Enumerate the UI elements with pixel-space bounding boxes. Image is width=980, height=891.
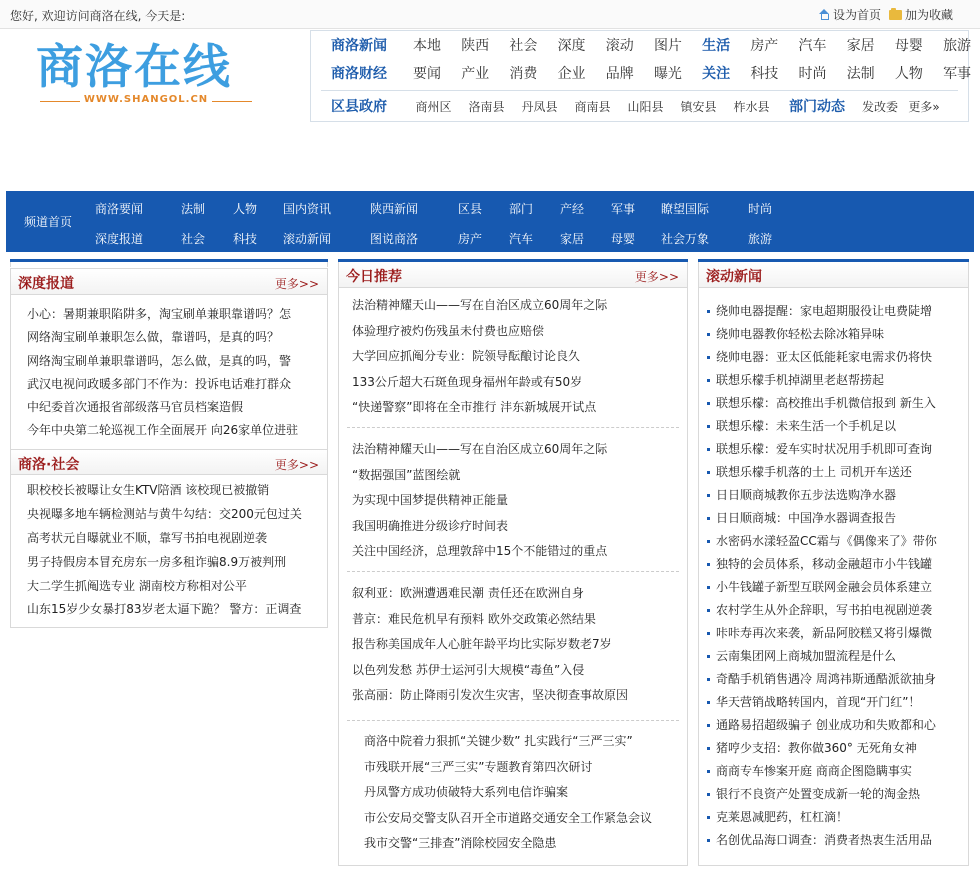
list-item[interactable] — [707, 300, 968, 323]
list-item-text: 普京：难民危机早有预料 欧外交政策必然结果 — [352, 611, 596, 626]
channel-link[interactable]: 深度报道 — [95, 232, 144, 246]
bullet-icon — [707, 333, 710, 336]
list-item-text: 体验理疗被灼伤残虽未付费也应赔偿 — [352, 323, 545, 338]
list-item[interactable] — [352, 319, 687, 345]
list-item[interactable] — [27, 598, 327, 622]
nav-link[interactable]: 科技 — [750, 66, 779, 82]
list-item-text: 联想乐檬：爱车实时状况用手机即可查询 — [716, 442, 933, 456]
nav-link[interactable]: 关注 — [702, 66, 731, 82]
list-item[interactable] — [707, 507, 968, 530]
nav-link[interactable]: 陕西 — [461, 38, 490, 54]
list-item[interactable] — [707, 714, 968, 737]
bullet-icon — [707, 724, 710, 727]
list-item[interactable] — [707, 783, 968, 806]
site-logo[interactable] — [36, 38, 260, 113]
list-item-text: 商洛中院着力狠抓“关键少数” 扎实践行“三严三实” — [364, 734, 633, 748]
list-item[interactable] — [707, 806, 968, 829]
nav-link[interactable]: 军事 — [943, 66, 972, 82]
channel-link[interactable]: 家居 — [560, 232, 585, 246]
list-item-text: 联想乐檬手机掉湖里老赵帮捞起 — [716, 373, 885, 387]
list-item[interactable] — [352, 395, 687, 421]
list-item[interactable] — [352, 437, 687, 463]
list-item-text: 中纪委首次通报省部级落马官员档案造假 — [27, 400, 244, 415]
list-item[interactable] — [352, 632, 687, 658]
list-item-text: 133公斤超大石斑鱼现身福州年龄或有50岁 — [352, 374, 583, 389]
list-item-text: 名创优品海口调查：消费者热衷生活用品 — [716, 833, 933, 847]
left-column — [10, 268, 328, 628]
bullet-icon — [707, 402, 710, 405]
social-header — [11, 449, 327, 475]
top-bar — [0, 0, 980, 29]
bullet-icon — [707, 494, 710, 497]
nav-link[interactable]: 人物 — [894, 66, 923, 82]
divider — [347, 571, 679, 572]
list-item-text: 日日顺商城：中国净水器调查报告 — [716, 511, 897, 525]
nav-link[interactable]: 更多» — [908, 99, 940, 114]
list-item[interactable] — [27, 479, 327, 503]
bullet-icon — [707, 678, 710, 681]
left-top-strip — [10, 259, 328, 267]
nav-link[interactable]: 时尚 — [798, 66, 827, 82]
bullet-icon — [707, 379, 710, 382]
list-item-text: 猪哼少支招：教你做360° 无死角女神 — [716, 741, 917, 755]
bullet-icon — [707, 471, 710, 474]
nav-link[interactable]: 曝光 — [653, 66, 682, 82]
channel-link[interactable]: 商洛要闻 — [95, 202, 144, 216]
bullet-icon — [707, 540, 710, 543]
bullet-icon — [707, 770, 710, 773]
list-item-text: 奇酷手机销售遇冷 周鸿祎斯通酷派欲抽身 — [716, 672, 936, 686]
list-item-text: 大学回应抓阄分专业：院领导酝酿讨论良久 — [352, 349, 581, 364]
list-item-text: 绕帅电器提醒：家电超期服役让电费陡增 — [716, 304, 933, 318]
list-item[interactable] — [364, 755, 687, 781]
list-item-text: 克莱恩减肥药，杠杠滴！ — [716, 810, 849, 824]
list-item[interactable] — [707, 392, 968, 415]
list-item-text: 法治精神耀天山——写在自治区成立60周年之际 — [352, 442, 608, 456]
nav-link[interactable]: 图片 — [653, 38, 682, 54]
nav-link[interactable]: 生活 — [702, 38, 731, 54]
scroll-news-list — [699, 300, 968, 852]
list-item-text: 农村学生从外企辞职，写书拍电视剧逆袭 — [716, 603, 933, 617]
list-item[interactable] — [352, 514, 687, 540]
nav-link[interactable]: 社会 — [509, 38, 538, 54]
list-item[interactable] — [707, 668, 968, 691]
recommend-group-2 — [339, 437, 687, 565]
channel-link[interactable]: 部门 — [509, 202, 534, 216]
category-nav — [310, 30, 972, 122]
channel-link[interactable]: 国内资讯 — [283, 202, 332, 216]
middle-column — [338, 259, 688, 866]
list-item-text: 大二学生抓阄选专业 湖南校方称相对公平 — [27, 578, 247, 593]
bullet-icon — [707, 816, 710, 819]
today-more[interactable]: 更多>> — [634, 270, 679, 284]
recommend-group-3 — [339, 581, 687, 709]
nav-link[interactable]: 品牌 — [605, 66, 634, 82]
list-item[interactable] — [707, 645, 968, 668]
list-item-text: 关注中国经济，总理敦辞中15个不能错过的重点 — [352, 544, 608, 559]
nav-category-county[interactable]: 区县政府 — [331, 99, 387, 115]
bullet-icon — [707, 448, 710, 451]
nav-link[interactable]: 滚动 — [605, 38, 634, 54]
channel-link[interactable]: 图说商洛 — [370, 232, 419, 246]
list-item-text: 叙利亚：欧洲遭遇难民潮 责任还在欧洲自身 — [352, 586, 584, 600]
bullet-icon — [707, 701, 710, 704]
channel-link[interactable]: 社会 — [181, 232, 206, 246]
list-item-text: 市公安局交警支队召开全市道路交通安全工作紧急会议 — [364, 810, 653, 825]
list-item-text: “数据强国”蓝图绘就 — [352, 467, 461, 482]
nav-link[interactable]: 企业 — [557, 66, 586, 82]
list-item[interactable] — [352, 581, 687, 607]
list-item[interactable] — [27, 551, 327, 575]
bullet-icon — [707, 747, 710, 750]
list-item[interactable] — [707, 576, 968, 599]
list-item[interactable] — [352, 683, 687, 709]
recommend-group-1 — [339, 293, 687, 421]
list-item[interactable] — [364, 806, 687, 832]
list-item-text: 网络淘宝刷单兼职怎么做，靠谱吗，是真的吗？ — [27, 330, 280, 345]
list-item-text: 华天营销战略转国内，首现“开门红”！ — [716, 695, 921, 709]
list-item[interactable] — [707, 369, 968, 392]
channel-bar — [6, 191, 974, 252]
list-item-text: 商商专车惨案开庭 商商企图隐瞒事实 — [716, 764, 912, 778]
list-item-text: 水密码水漾轻盈CC霜与《偶像来了》带你 — [716, 534, 937, 548]
list-item-text: 小牛钱罐子新型互联网金融会员体系建立 — [716, 580, 933, 594]
nav-link[interactable]: 消费 — [509, 66, 538, 82]
channel-link[interactable]: 社会万象 — [661, 232, 710, 246]
list-item-text: 央视曝多地车辆检测站与黄牛勾结：交200元包过关 — [27, 506, 302, 521]
list-item-text: 高考状元自曝就业不顺，靠写书拍电视剧逆袭 — [27, 530, 268, 545]
panel-top-bar — [10, 259, 328, 262]
list-item-text: 联想乐檬手机落的士上 司机开车送还 — [716, 465, 912, 479]
channel-link[interactable]: 陕西新闻 — [370, 202, 419, 216]
nav-row-news — [311, 31, 980, 59]
recommend-group-4 — [339, 729, 687, 857]
list-item[interactable] — [707, 346, 968, 369]
nav-category-row1[interactable]: 商洛新闻 — [331, 38, 387, 54]
list-item[interactable] — [707, 530, 968, 553]
nav-link[interactable]: 房产 — [750, 38, 779, 54]
list-item[interactable] — [27, 419, 327, 442]
list-item[interactable] — [707, 323, 968, 346]
folder-star-icon — [889, 10, 902, 20]
bullet-icon — [707, 310, 710, 313]
list-item[interactable] — [707, 622, 968, 645]
bullet-icon — [707, 425, 710, 428]
scroll-news-title: 滚动新闻 — [706, 269, 762, 285]
deep-report-more[interactable]: 更多>> — [274, 277, 319, 291]
right-column — [698, 259, 969, 866]
nav-link[interactable]: 柞水县 — [733, 99, 770, 114]
list-item[interactable] — [707, 415, 968, 438]
channel-link[interactable]: 滚动新闻 — [283, 232, 332, 246]
list-item-text: 联想乐檬：未来生活一个手机足以 — [716, 419, 897, 433]
list-item-text: 山东15岁少女暴打83岁老太逼下跪？ 警方：正调查 — [27, 602, 302, 617]
bullet-icon — [707, 356, 710, 359]
list-item-text: 张高丽：防止降雨引发次生灾害，坚决彻查事故原因 — [352, 688, 629, 703]
list-item-text: 绕帅电器教你轻松去除冰箱异味 — [716, 327, 885, 341]
list-item[interactable] — [27, 527, 327, 551]
list-item-text: 绕帅电器：亚太区低能耗家电需求仍将快 — [716, 350, 933, 364]
list-item[interactable] — [707, 553, 968, 576]
list-item-text: 咔咔寿再次来袭，新品阿胶糕又将引爆微 — [716, 626, 933, 640]
logo-url: WWW.SHANGOL.CN — [36, 94, 256, 105]
list-item-text: 联想乐檬：高校推出手机微信报到 新生入 — [716, 396, 936, 410]
today-header — [339, 262, 687, 288]
list-item[interactable] — [352, 370, 687, 396]
today-title: 今日推荐 — [346, 269, 402, 285]
nav-link[interactable]: 商南县 — [574, 99, 611, 114]
list-item-text: 独特的会员体系，移动金融超市小牛钱罐 — [716, 557, 933, 571]
deep-report-list — [11, 303, 327, 443]
list-item[interactable] — [27, 326, 327, 349]
list-item-text: 法治精神耀天山——写在自治区成立60周年之际 — [352, 298, 608, 312]
channel-link[interactable]: 时尚 — [748, 202, 773, 216]
nav-link[interactable]: 家居 — [846, 38, 875, 54]
nav-link[interactable]: 洛南县 — [468, 99, 505, 114]
deep-report-header — [11, 269, 327, 295]
list-item[interactable] — [27, 373, 327, 396]
nav-link[interactable]: 法制 — [846, 66, 875, 82]
channel-link[interactable]: 法制 — [181, 202, 206, 216]
list-item[interactable] — [27, 503, 327, 527]
list-item-text: 报告称美国成年人心脏年龄平均比实际岁数老7岁 — [352, 637, 612, 652]
channel-link[interactable]: 汽车 — [509, 232, 534, 246]
list-item[interactable] — [364, 780, 687, 806]
bullet-icon — [707, 839, 710, 842]
channel-link[interactable]: 区县 — [458, 202, 483, 216]
welcome-text: 您好, 欢迎访问商洛在线, 今天是: — [10, 9, 186, 23]
list-item[interactable] — [364, 729, 687, 755]
set-home-link[interactable]: 设为首页 — [818, 6, 881, 23]
bullet-icon — [707, 793, 710, 796]
list-item[interactable] — [707, 737, 968, 760]
list-item-text: 为实现中国梦提供精神正能量 — [352, 493, 509, 508]
top-links — [818, 6, 953, 23]
list-item-text: 小心：暑期兼职陷阱多，淘宝刷单兼职靠谱吗？怎 — [27, 307, 292, 321]
bullet-icon — [707, 563, 710, 566]
nav-link[interactable]: 深度 — [557, 38, 586, 54]
channel-home-link[interactable]: 频道首页 — [24, 215, 73, 229]
list-item[interactable] — [352, 463, 687, 489]
nav-link[interactable]: 汽车 — [798, 38, 827, 54]
list-item-text: 今年中央第二轮巡视工作全面展开 向26家单位进驻 — [27, 423, 299, 438]
nav-link[interactable]: 要闻 — [413, 66, 441, 82]
list-item-text: 通路易招超级骗子 创业成功和失败都和心 — [716, 718, 936, 732]
social-list — [11, 479, 327, 622]
list-item[interactable] — [707, 599, 968, 622]
nav-link[interactable]: 发改委 — [861, 99, 898, 114]
add-favorite-link[interactable]: 加为收藏 — [889, 6, 953, 23]
list-item-text: “快递警察”即将在全市推行 沣东新城展开试点 — [352, 400, 597, 415]
list-item-text: 网络淘宝刷单兼职靠谱吗，怎么做，是真的吗，警 — [27, 353, 292, 368]
list-item-text: 云南集团网上商城加盟流程是什么 — [716, 649, 897, 663]
list-item[interactable] — [364, 831, 687, 857]
nav-link[interactable]: 丹凤县 — [521, 99, 558, 114]
list-item[interactable] — [27, 303, 327, 326]
bullet-icon — [707, 609, 710, 612]
channel-link[interactable]: 科技 — [233, 232, 258, 246]
bullet-icon — [707, 655, 710, 658]
list-item[interactable] — [352, 658, 687, 684]
divider — [347, 720, 679, 721]
list-item-text: 市残联开展“三严三实”专题教育第四次研讨 — [364, 759, 593, 774]
social-more[interactable]: 更多>> — [274, 458, 319, 472]
list-item[interactable] — [27, 396, 327, 419]
list-item[interactable] — [352, 293, 687, 319]
list-item[interactable] — [707, 760, 968, 783]
list-item[interactable] — [27, 575, 327, 599]
deep-report-title: 深度报道 — [18, 276, 74, 292]
home-icon — [818, 9, 830, 20]
list-item[interactable] — [707, 438, 968, 461]
list-item-text: 职校校长被曝让女生KTV陪酒 该校现已被撤销 — [27, 483, 270, 497]
channel-link[interactable]: 产经 — [560, 202, 585, 216]
channel-link[interactable]: 人物 — [233, 202, 258, 216]
nav-category-row2[interactable]: 商洛财经 — [331, 66, 387, 82]
divider — [347, 427, 679, 428]
list-item[interactable] — [707, 461, 968, 484]
list-item[interactable] — [352, 344, 687, 370]
channel-link[interactable]: 瞭望国际 — [661, 202, 710, 216]
channel-link[interactable]: 旅游 — [748, 232, 773, 246]
list-item[interactable] — [707, 484, 968, 507]
bullet-icon — [707, 517, 710, 520]
list-item-text: 丹凤警方成功侦破特大系列电信诈骗案 — [364, 785, 569, 800]
nav-link[interactable]: 旅游 — [943, 38, 972, 54]
list-item[interactable] — [352, 607, 687, 633]
list-item[interactable] — [352, 488, 687, 514]
channel-link[interactable]: 母婴 — [611, 232, 636, 246]
list-item[interactable] — [352, 539, 687, 565]
bullet-icon — [707, 586, 710, 589]
list-item-text: 男子持假房本冒充房东一房多租诈骗8.9万被判刑 — [27, 554, 287, 569]
nav-link[interactable]: 本地 — [413, 38, 441, 54]
nav-link[interactable]: 镇安县 — [680, 99, 717, 114]
social-title: 商洛·社会 — [18, 457, 80, 473]
list-item[interactable] — [707, 829, 968, 852]
nav-link[interactable]: 山阳县 — [627, 99, 664, 114]
list-item-text: 日日顺商城教你五步法选购净水器 — [716, 488, 897, 502]
list-item-text: 我市交警“三排查”消除校园安全隐患 — [364, 836, 557, 851]
list-item-text: 我国明确推进分级诊疗时间表 — [352, 518, 509, 533]
nav-row-finance — [311, 59, 980, 87]
list-item[interactable] — [707, 691, 968, 714]
bullet-icon — [707, 632, 710, 635]
nav-link[interactable]: 商州区 — [415, 99, 452, 114]
list-item-text: 银行不良资产处置变成新一轮的淘金热 — [716, 787, 921, 801]
scroll-news-header — [699, 262, 968, 288]
nav-row-county — [311, 92, 944, 120]
channel-link[interactable]: 房产 — [458, 232, 483, 246]
channel-link[interactable]: 军事 — [611, 202, 636, 216]
logo-title: 商洛在线 — [36, 40, 232, 95]
nav-divider — [321, 90, 958, 91]
list-item-text: 武汉电视问政暖多部门不作为：投诉电话难打群众 — [27, 376, 292, 391]
nav-link[interactable]: 母婴 — [894, 38, 923, 54]
list-item[interactable] — [27, 350, 327, 373]
list-item-text: 以色列发愁 苏伊士运河引大规模“毒鱼”入侵 — [352, 662, 585, 677]
nav-link[interactable]: 产业 — [461, 66, 490, 82]
nav-category-department[interactable]: 部门动态 — [789, 99, 845, 115]
